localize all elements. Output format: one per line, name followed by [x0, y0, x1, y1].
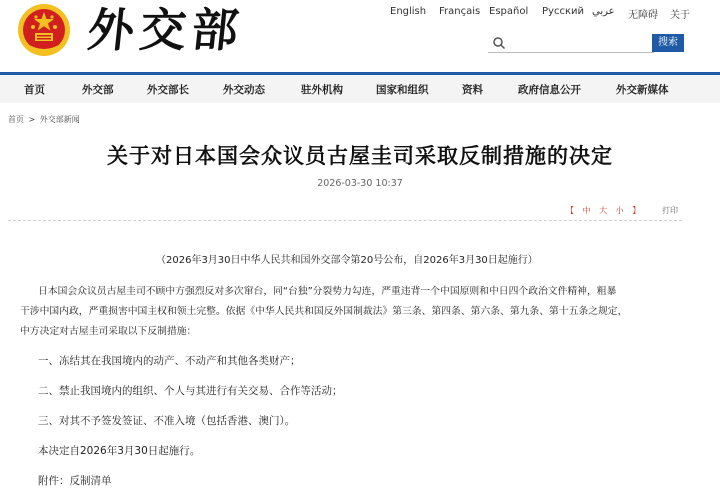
font-size-toolbar — [566, 205, 646, 216]
article-subtitle: （2026年3月30日中华人民共和国外交部令第20号公布，自2026年3月30日起施行） — [156, 255, 538, 266]
search-input[interactable] — [510, 34, 654, 53]
attachment-link[interactable]: 附件：反制清单 — [38, 475, 112, 487]
print-button[interactable]: 打印 — [662, 206, 678, 215]
nav-minister[interactable]: 外交部长 — [147, 84, 189, 96]
article-title: 关于对日本国会众议员古屋圭司采取反制措施的决定 — [107, 144, 613, 168]
article-date: 2026-03-30 10:37 — [317, 178, 403, 189]
lang-spanish[interactable]: Español — [489, 6, 529, 17]
article-paragraph-line: 中方决定对古屋圭司采取以下反制措施： — [20, 326, 197, 337]
lang-about[interactable]: 关于 — [670, 10, 690, 21]
lang-russian[interactable]: Русский — [542, 6, 584, 17]
search-icon — [492, 36, 506, 50]
search-button[interactable]: 搜索 — [652, 34, 684, 52]
lang-accessibility[interactable]: 无障碍 — [628, 10, 658, 21]
breadcrumb-current[interactable]: 外交部新闻 — [39, 115, 80, 124]
nav-new-media[interactable]: 外交新媒体 — [616, 84, 669, 96]
article-paragraph-line: 干涉中国内政，严重损害中国主权和领土完整。依据《中华人民共和国反外国制裁法》第三条、第四条、第六条、第九条、第十五条之规定， — [20, 306, 628, 317]
nav-home[interactable]: 首页 — [24, 84, 45, 96]
site-logo-text[interactable]: 外交部 — [85, 3, 247, 57]
bracket-open: 【 — [566, 206, 574, 215]
nav-gov-info[interactable]: 政府信息公开 — [518, 84, 581, 96]
nav-countries[interactable]: 国家和组织 — [376, 84, 429, 96]
nav-activities[interactable]: 外交动态 — [223, 84, 265, 96]
effective-date-text: 本决定自2026年3月30日起施行。 — [38, 445, 201, 457]
lang-french[interactable]: Français — [439, 6, 481, 17]
main-nav — [0, 72, 720, 103]
article-paragraph-line: 日本国会众议员古屋圭司不顾中方强烈反对多次窜台，同“台独”分裂势力勾连，严重违背一个中国原则和中日四个政治文件精神，粗暴 — [38, 286, 617, 297]
breadcrumb-home[interactable]: 首页 — [8, 115, 24, 124]
font-size-small-button[interactable]: 小 — [615, 206, 624, 215]
lang-arabic[interactable]: عربي — [592, 6, 615, 17]
font-size-large-button[interactable]: 中 — [582, 206, 591, 215]
font-size-medium-button[interactable]: 大 — [599, 206, 608, 215]
divider — [8, 220, 682, 221]
lang-english[interactable]: English — [390, 6, 427, 17]
nav-mfa[interactable]: 外交部 — [82, 84, 114, 96]
language-switcher — [380, 6, 720, 20]
breadcrumb — [8, 114, 82, 125]
breadcrumb-separator: > — [28, 115, 36, 124]
national-emblem-icon[interactable] — [14, 2, 74, 58]
bracket-close: 】 — [632, 206, 641, 215]
measure-item: 二、禁止我国境内的组织、个人与其进行有关交易、合作等活动； — [38, 385, 343, 397]
measure-item: 三、对其不予签发签证、不准入境（包括香港、澳门）。 — [38, 415, 296, 427]
measure-item: 一、冻结其在我国境内的动产、不动产和其他各类财产； — [38, 355, 301, 367]
nav-missions[interactable]: 驻外机构 — [301, 84, 343, 96]
search-box — [488, 34, 654, 53]
site-header — [0, 0, 720, 72]
nav-resources[interactable]: 资料 — [462, 84, 483, 96]
